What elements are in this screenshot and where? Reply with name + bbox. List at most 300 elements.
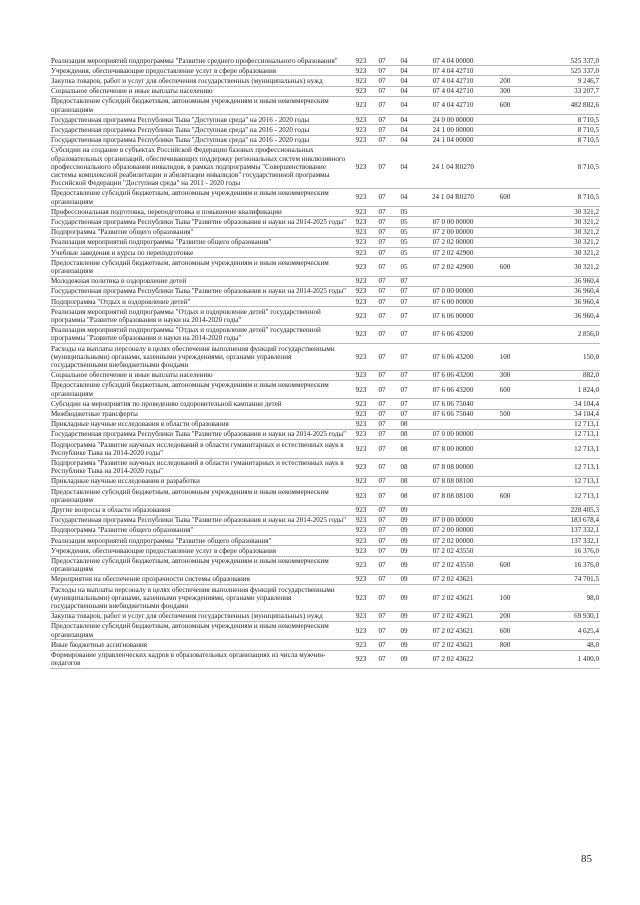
row-expense-type	[490, 325, 520, 343]
table-row	[50, 640, 600, 650]
row-section: 07	[372, 76, 392, 86]
row-section: 07	[372, 525, 392, 535]
row-amount: 2 856,0	[520, 325, 600, 343]
row-amount: 525 337,0	[520, 56, 600, 66]
row-amount: 74 701,5	[520, 574, 600, 584]
row-target-article	[416, 505, 490, 515]
row-target-article: 07 2 02 43550	[416, 556, 490, 574]
row-expense-type: 200	[490, 611, 520, 621]
row-name: Учреждения, обеспечивающие предоставление услуг в сфере образования	[50, 546, 350, 556]
row-subsection: 09	[392, 650, 416, 668]
row-name: Предоставление субсидий бюджетным, автономным учреждениям и иным некоммерческим организациям	[50, 556, 350, 574]
row-name: Предоставление субсидий бюджетным, автономным учреждениям и иным некоммерческим организациям	[50, 487, 350, 505]
row-admin-code: 923	[350, 276, 372, 286]
row-name: Государственная программа Республики Тыва "Развитие образования и науки на 2014-2025 годы"	[50, 217, 350, 227]
budget-table	[50, 56, 600, 669]
row-name: Молодежная политика и оздоровление детей	[50, 276, 350, 286]
table-row	[50, 546, 600, 556]
row-name: Социальное обеспечение и иные выплаты населению	[50, 370, 350, 380]
row-section: 07	[372, 237, 392, 247]
row-expense-type: 100	[490, 585, 520, 612]
table-row	[50, 370, 600, 380]
row-target-article: 07 2 02 43622	[416, 650, 490, 668]
row-expense-type	[490, 248, 520, 258]
row-target-article: 07 0 00 00000	[416, 429, 490, 439]
row-target-article: 07 6 06 75040	[416, 409, 490, 419]
row-admin-code: 923	[350, 650, 372, 668]
row-expense-type: 300	[490, 86, 520, 96]
row-section: 07	[372, 276, 392, 286]
row-admin-code: 923	[350, 621, 372, 639]
row-section: 07	[372, 248, 392, 258]
row-name: Государственная программа Республики Тыва "Доступная среда" на 2016 - 2020 годы	[50, 135, 350, 145]
row-section: 07	[372, 536, 392, 546]
row-expense-type	[490, 440, 520, 458]
row-expense-type	[490, 145, 520, 188]
row-name: Профессиональная подготовка, переподготовка и повышение квалификации	[50, 207, 350, 217]
table-row	[50, 188, 600, 206]
row-section: 07	[372, 217, 392, 227]
row-expense-type	[490, 476, 520, 486]
row-subsection: 04	[392, 188, 416, 206]
row-section: 07	[372, 505, 392, 515]
row-section: 07	[372, 344, 392, 371]
row-target-article: 07 2 02 43621	[416, 640, 490, 650]
row-name: Субсидии на создание в субъектах Российской Федерации базовых профессиональных образовательных организаций, обеспечивающих поддержку региональных систем инклюзивного профессионального образования инвалидов, в рамках подпрограммы "Совершенствование системы комплексной реабилитации и абилитации инвалидов" государственной программы Российской Федерации "Доступная среда" на 2011 - 2020 годы	[50, 145, 350, 188]
row-subsection: 09	[392, 611, 416, 621]
row-name: Государственная программа Республики Тыва "Развитие образования и науки на 2014-2025 годы"	[50, 286, 350, 296]
row-admin-code: 923	[350, 135, 372, 145]
row-amount: 4 625,4	[520, 621, 600, 639]
row-expense-type: 100	[490, 344, 520, 371]
row-admin-code: 923	[350, 307, 372, 325]
row-amount: 1 400,0	[520, 650, 600, 668]
row-section: 07	[372, 409, 392, 419]
row-name: Социальное обеспечение и иные выплаты населению	[50, 86, 350, 96]
row-name: Реализация мероприятий подпрограммы "Развитие общего образования"	[50, 237, 350, 247]
row-target-article: 07 4 04 42710	[416, 76, 490, 86]
row-amount: 69 930,1	[520, 611, 600, 621]
row-expense-type	[490, 536, 520, 546]
row-subsection: 07	[392, 344, 416, 371]
row-subsection: 04	[392, 115, 416, 125]
row-admin-code: 923	[350, 325, 372, 343]
row-expense-type	[490, 650, 520, 668]
row-subsection: 09	[392, 640, 416, 650]
row-expense-type: 600	[490, 487, 520, 505]
table-row	[50, 574, 600, 584]
row-expense-type	[490, 429, 520, 439]
row-admin-code: 923	[350, 458, 372, 476]
row-expense-type	[490, 515, 520, 525]
table-row	[50, 458, 600, 476]
row-admin-code: 923	[350, 409, 372, 419]
row-subsection: 05	[392, 207, 416, 217]
row-amount: 12 713,1	[520, 458, 600, 476]
row-subsection: 08	[392, 458, 416, 476]
row-name: Прикладные научные исследования и разработки	[50, 476, 350, 486]
row-expense-type	[490, 297, 520, 307]
row-subsection: 07	[392, 286, 416, 296]
row-amount: 1 824,0	[520, 380, 600, 398]
row-name: Государственная программа Республики Тыва "Доступная среда" на 2016 - 2020 годы	[50, 125, 350, 135]
row-admin-code: 923	[350, 56, 372, 66]
row-target-article: 07 4 04 42710	[416, 86, 490, 96]
row-subsection: 07	[392, 399, 416, 409]
row-section: 07	[372, 640, 392, 650]
table-row	[50, 621, 600, 639]
table-row	[50, 325, 600, 343]
row-target-article: 24 1 00 00000	[416, 125, 490, 135]
row-target-article	[416, 419, 490, 429]
row-subsection: 04	[392, 145, 416, 188]
row-section: 07	[372, 66, 392, 76]
row-name: Предоставление субсидий бюджетным, автономным учреждениям и иным некоммерческим организациям	[50, 380, 350, 398]
row-name: Предоставление субсидий бюджетным, автономным учреждениям и иным некоммерческим организациям	[50, 96, 350, 114]
row-name: Учреждения, обеспечивающие предоставление услуг в сфере образования	[50, 66, 350, 76]
row-admin-code: 923	[350, 248, 372, 258]
table-row	[50, 56, 600, 66]
row-name: Прикладные научные исследования в области образования	[50, 419, 350, 429]
row-subsection: 04	[392, 135, 416, 145]
row-target-article: 07 2 02 43550	[416, 546, 490, 556]
row-subsection: 07	[392, 370, 416, 380]
row-admin-code: 923	[350, 419, 372, 429]
row-subsection: 07	[392, 409, 416, 419]
table-row	[50, 650, 600, 668]
row-amount: 8 710,5	[520, 125, 600, 135]
row-amount: 36 960,4	[520, 276, 600, 286]
row-expense-type	[490, 574, 520, 584]
row-subsection: 05	[392, 258, 416, 276]
table-row	[50, 487, 600, 505]
row-section: 07	[372, 650, 392, 668]
row-amount: 8 710,5	[520, 145, 600, 188]
row-amount: 882,0	[520, 370, 600, 380]
row-target-article: 07 2 02 43621	[416, 611, 490, 621]
row-section: 07	[372, 621, 392, 639]
row-expense-type	[490, 276, 520, 286]
row-target-article: 07 6 06 43200	[416, 380, 490, 398]
row-amount: 30 321,2	[520, 248, 600, 258]
row-section: 07	[372, 56, 392, 66]
row-admin-code: 923	[350, 515, 372, 525]
row-admin-code: 923	[350, 125, 372, 135]
page-number: 85	[581, 853, 592, 865]
row-expense-type	[490, 286, 520, 296]
row-amount: 30 321,2	[520, 258, 600, 276]
row-section: 07	[372, 297, 392, 307]
table-row	[50, 515, 600, 525]
row-section: 07	[372, 86, 392, 96]
row-expense-type: 800	[490, 640, 520, 650]
row-admin-code: 923	[350, 505, 372, 515]
row-amount: 8 710,5	[520, 115, 600, 125]
row-amount: 12 713,1	[520, 476, 600, 486]
row-target-article: 07 6 06 43200	[416, 344, 490, 371]
row-name: Расходы на выплаты персоналу в целях обеспечения выполнения функций государственными (муниципальными) органами, казенными учреждениями, органами управления государственными внебюджетными фондами	[50, 585, 350, 612]
row-admin-code: 923	[350, 399, 372, 409]
row-amount: 48,0	[520, 640, 600, 650]
row-section: 07	[372, 546, 392, 556]
row-section: 07	[372, 135, 392, 145]
table-row	[50, 145, 600, 188]
table-row	[50, 505, 600, 515]
row-subsection: 09	[392, 546, 416, 556]
row-amount: 482 882,6	[520, 96, 600, 114]
row-admin-code: 923	[350, 66, 372, 76]
row-target-article: 24 1 04 00000	[416, 135, 490, 145]
row-subsection: 09	[392, 536, 416, 546]
row-subsection: 07	[392, 380, 416, 398]
row-name: Закупка товаров, работ и услуг для обеспечения государственных (муниципальных) нужд	[50, 611, 350, 621]
row-name: Государственная программа Республики Тыва "Развитие образования и науки на 2014-2025 годы"	[50, 429, 350, 439]
row-admin-code: 923	[350, 86, 372, 96]
row-admin-code: 923	[350, 217, 372, 227]
row-section: 07	[372, 325, 392, 343]
row-target-article: 07 2 02 42900	[416, 248, 490, 258]
row-subsection: 09	[392, 515, 416, 525]
row-name: Подпрограмма "Развитие научных исследований в области гуманитарных и естественных наук в Республике Тыва на 2014-2020 годы"	[50, 458, 350, 476]
table-row	[50, 258, 600, 276]
row-amount: 34 104,4	[520, 399, 600, 409]
row-amount: 228 405,3	[520, 505, 600, 515]
row-expense-type: 200	[490, 76, 520, 86]
row-admin-code: 923	[350, 525, 372, 535]
row-name: Реализация мероприятий подпрограммы "Развитие общего образования"	[50, 536, 350, 546]
row-expense-type	[490, 217, 520, 227]
row-expense-type: 500	[490, 409, 520, 419]
row-target-article: 07 0 00 00000	[416, 286, 490, 296]
row-section: 07	[372, 476, 392, 486]
row-subsection: 09	[392, 556, 416, 574]
row-subsection: 07	[392, 307, 416, 325]
row-admin-code: 923	[350, 370, 372, 380]
row-amount: 525 337,0	[520, 66, 600, 76]
table-row	[50, 307, 600, 325]
table-row	[50, 207, 600, 217]
row-expense-type: 600	[490, 621, 520, 639]
row-name: Подпрограмма "Отдых и оздоровление детей"	[50, 297, 350, 307]
row-amount: 16 376,0	[520, 546, 600, 556]
table-row	[50, 135, 600, 145]
row-amount: 12 713,1	[520, 487, 600, 505]
row-expense-type	[490, 419, 520, 429]
table-row	[50, 115, 600, 125]
row-target-article: 07 4 04 00000	[416, 56, 490, 66]
row-expense-type	[490, 56, 520, 66]
table-row	[50, 556, 600, 574]
row-expense-type	[490, 505, 520, 515]
table-row	[50, 66, 600, 76]
row-amount: 30 321,2	[520, 207, 600, 217]
row-subsection: 05	[392, 237, 416, 247]
row-admin-code: 923	[350, 188, 372, 206]
row-name: Государственная программа Республики Тыва "Развитие образования и науки на 2014-2025 годы"	[50, 515, 350, 525]
row-expense-type	[490, 546, 520, 556]
row-amount: 12 713,1	[520, 419, 600, 429]
table-row	[50, 86, 600, 96]
row-name: Мероприятия на обеспечение прозрачности системы образования	[50, 574, 350, 584]
row-target-article: 07 2 02 42900	[416, 258, 490, 276]
row-admin-code: 923	[350, 227, 372, 237]
row-target-article: 07 0 00 00000	[416, 217, 490, 227]
table-row	[50, 227, 600, 237]
row-name: Иные бюджетные ассигнования	[50, 640, 350, 650]
row-target-article: 07 8 00 00000	[416, 440, 490, 458]
row-name: Подпрограмма "Развитие научных исследований в области гуманитарных и естественных наук в Республике Тыва на 2014-2020 годы"	[50, 440, 350, 458]
row-expense-type	[490, 207, 520, 217]
row-subsection: 05	[392, 227, 416, 237]
row-admin-code: 923	[350, 76, 372, 86]
row-name: Реализация мероприятий подпрограммы "Отдых и оздоровление детей" государственной программы "Развитие образования и науки на 2014-2020 годы"	[50, 325, 350, 343]
row-name: Предоставление субсидий бюджетным, автономным учреждениям и иным некоммерческим организациям	[50, 188, 350, 206]
row-subsection: 04	[392, 96, 416, 114]
row-amount: 30 321,2	[520, 227, 600, 237]
row-amount: 34 104,4	[520, 409, 600, 419]
row-amount: 150,0	[520, 344, 600, 371]
row-amount: 9 246,7	[520, 76, 600, 86]
row-target-article: 07 8 08 00000	[416, 458, 490, 476]
row-admin-code: 923	[350, 207, 372, 217]
row-amount: 36 960,4	[520, 286, 600, 296]
row-target-article: 07 6 06 43200	[416, 370, 490, 380]
row-amount: 36 960,4	[520, 307, 600, 325]
row-admin-code: 923	[350, 344, 372, 371]
row-expense-type	[490, 125, 520, 135]
row-target-article: 07 4 04 42710	[416, 96, 490, 114]
row-amount: 137 332,1	[520, 525, 600, 535]
row-target-article: 07 2 00 00000	[416, 227, 490, 237]
row-target-article	[416, 276, 490, 286]
row-expense-type: 600	[490, 96, 520, 114]
row-amount: 8 710,5	[520, 135, 600, 145]
row-admin-code: 923	[350, 286, 372, 296]
row-target-article: 07 2 00 00000	[416, 525, 490, 535]
row-admin-code: 923	[350, 487, 372, 505]
row-name: Формирование управленческих кадров в образовательных организациях из числа мужчин-педагогов	[50, 650, 350, 668]
row-expense-type	[490, 458, 520, 476]
row-section: 07	[372, 611, 392, 621]
row-target-article: 07 8 08 08100	[416, 476, 490, 486]
row-amount: 33 207,7	[520, 86, 600, 96]
row-expense-type	[490, 227, 520, 237]
row-admin-code: 923	[350, 258, 372, 276]
row-section: 07	[372, 370, 392, 380]
row-section: 07	[372, 574, 392, 584]
row-amount: 16 376,0	[520, 556, 600, 574]
row-section: 07	[372, 487, 392, 505]
row-expense-type: 300	[490, 370, 520, 380]
row-target-article: 07 2 02 00000	[416, 237, 490, 247]
row-name: Предоставление субсидий бюджетным, автономным учреждениям и иным некоммерческим организациям	[50, 621, 350, 639]
row-expense-type: 600	[490, 188, 520, 206]
row-section: 07	[372, 419, 392, 429]
row-admin-code: 923	[350, 237, 372, 247]
row-name: Субсидии на мероприятия по проведению оздоровительной кампании детей	[50, 399, 350, 409]
table-row	[50, 76, 600, 86]
row-expense-type	[490, 135, 520, 145]
row-section: 07	[372, 96, 392, 114]
row-section: 07	[372, 429, 392, 439]
row-subsection: 04	[392, 125, 416, 135]
row-subsection: 05	[392, 217, 416, 227]
row-name: Реализация мероприятий подпрограммы "Развитие среднего профессионального образования"	[50, 56, 350, 66]
row-subsection: 09	[392, 585, 416, 612]
row-admin-code: 923	[350, 536, 372, 546]
row-section: 07	[372, 380, 392, 398]
row-section: 07	[372, 458, 392, 476]
row-expense-type: 600	[490, 556, 520, 574]
row-admin-code: 923	[350, 640, 372, 650]
row-subsection: 09	[392, 525, 416, 535]
row-section: 07	[372, 115, 392, 125]
row-target-article: 24 0 00 00000	[416, 115, 490, 125]
row-subsection: 04	[392, 56, 416, 66]
row-amount: 30 321,2	[520, 217, 600, 227]
row-admin-code: 923	[350, 429, 372, 439]
row-amount: 8 710,5	[520, 188, 600, 206]
row-section: 07	[372, 258, 392, 276]
row-admin-code: 923	[350, 440, 372, 458]
row-admin-code: 923	[350, 380, 372, 398]
row-name: Расходы на выплаты персоналу в целях обеспечения выполнения функций государственными (муниципальными) органами, казенными учреждениями, органами управления государственными внебюджетными фондами	[50, 344, 350, 371]
table-row	[50, 286, 600, 296]
row-section: 07	[372, 125, 392, 135]
row-subsection: 07	[392, 325, 416, 343]
row-amount: 12 713,1	[520, 429, 600, 439]
row-section: 07	[372, 207, 392, 217]
table-row	[50, 297, 600, 307]
table-row	[50, 344, 600, 371]
table-row	[50, 125, 600, 135]
row-expense-type: 600	[490, 258, 520, 276]
table-row	[50, 399, 600, 409]
row-section: 07	[372, 556, 392, 574]
table-row	[50, 525, 600, 535]
row-target-article: 07 6 06 75040	[416, 399, 490, 409]
row-name: Межбюджетные трансферты	[50, 409, 350, 419]
row-name: Другие вопросы в области образования	[50, 505, 350, 515]
row-expense-type	[490, 399, 520, 409]
row-section: 07	[372, 440, 392, 458]
row-amount: 98,0	[520, 585, 600, 612]
table-row	[50, 276, 600, 286]
row-target-article: 07 2 02 43621	[416, 621, 490, 639]
row-admin-code: 923	[350, 546, 372, 556]
row-target-article: 07 6 00 00000	[416, 297, 490, 307]
table-row	[50, 237, 600, 247]
row-admin-code: 923	[350, 556, 372, 574]
table-row	[50, 585, 600, 612]
row-target-article: 07 8 08 08100	[416, 487, 490, 505]
row-admin-code: 923	[350, 611, 372, 621]
row-section: 07	[372, 399, 392, 409]
table-row	[50, 611, 600, 621]
row-section: 07	[372, 188, 392, 206]
row-subsection: 04	[392, 76, 416, 86]
row-admin-code: 923	[350, 96, 372, 114]
row-name: Подпрограмма "Развитие общего образования"	[50, 227, 350, 237]
row-admin-code: 923	[350, 574, 372, 584]
row-expense-type: 600	[490, 380, 520, 398]
row-target-article: 07 4 04 42710	[416, 66, 490, 76]
row-amount: 36 960,4	[520, 297, 600, 307]
row-section: 07	[372, 286, 392, 296]
row-subsection: 08	[392, 440, 416, 458]
row-target-article: 07 2 02 43621	[416, 574, 490, 584]
row-expense-type	[490, 66, 520, 76]
